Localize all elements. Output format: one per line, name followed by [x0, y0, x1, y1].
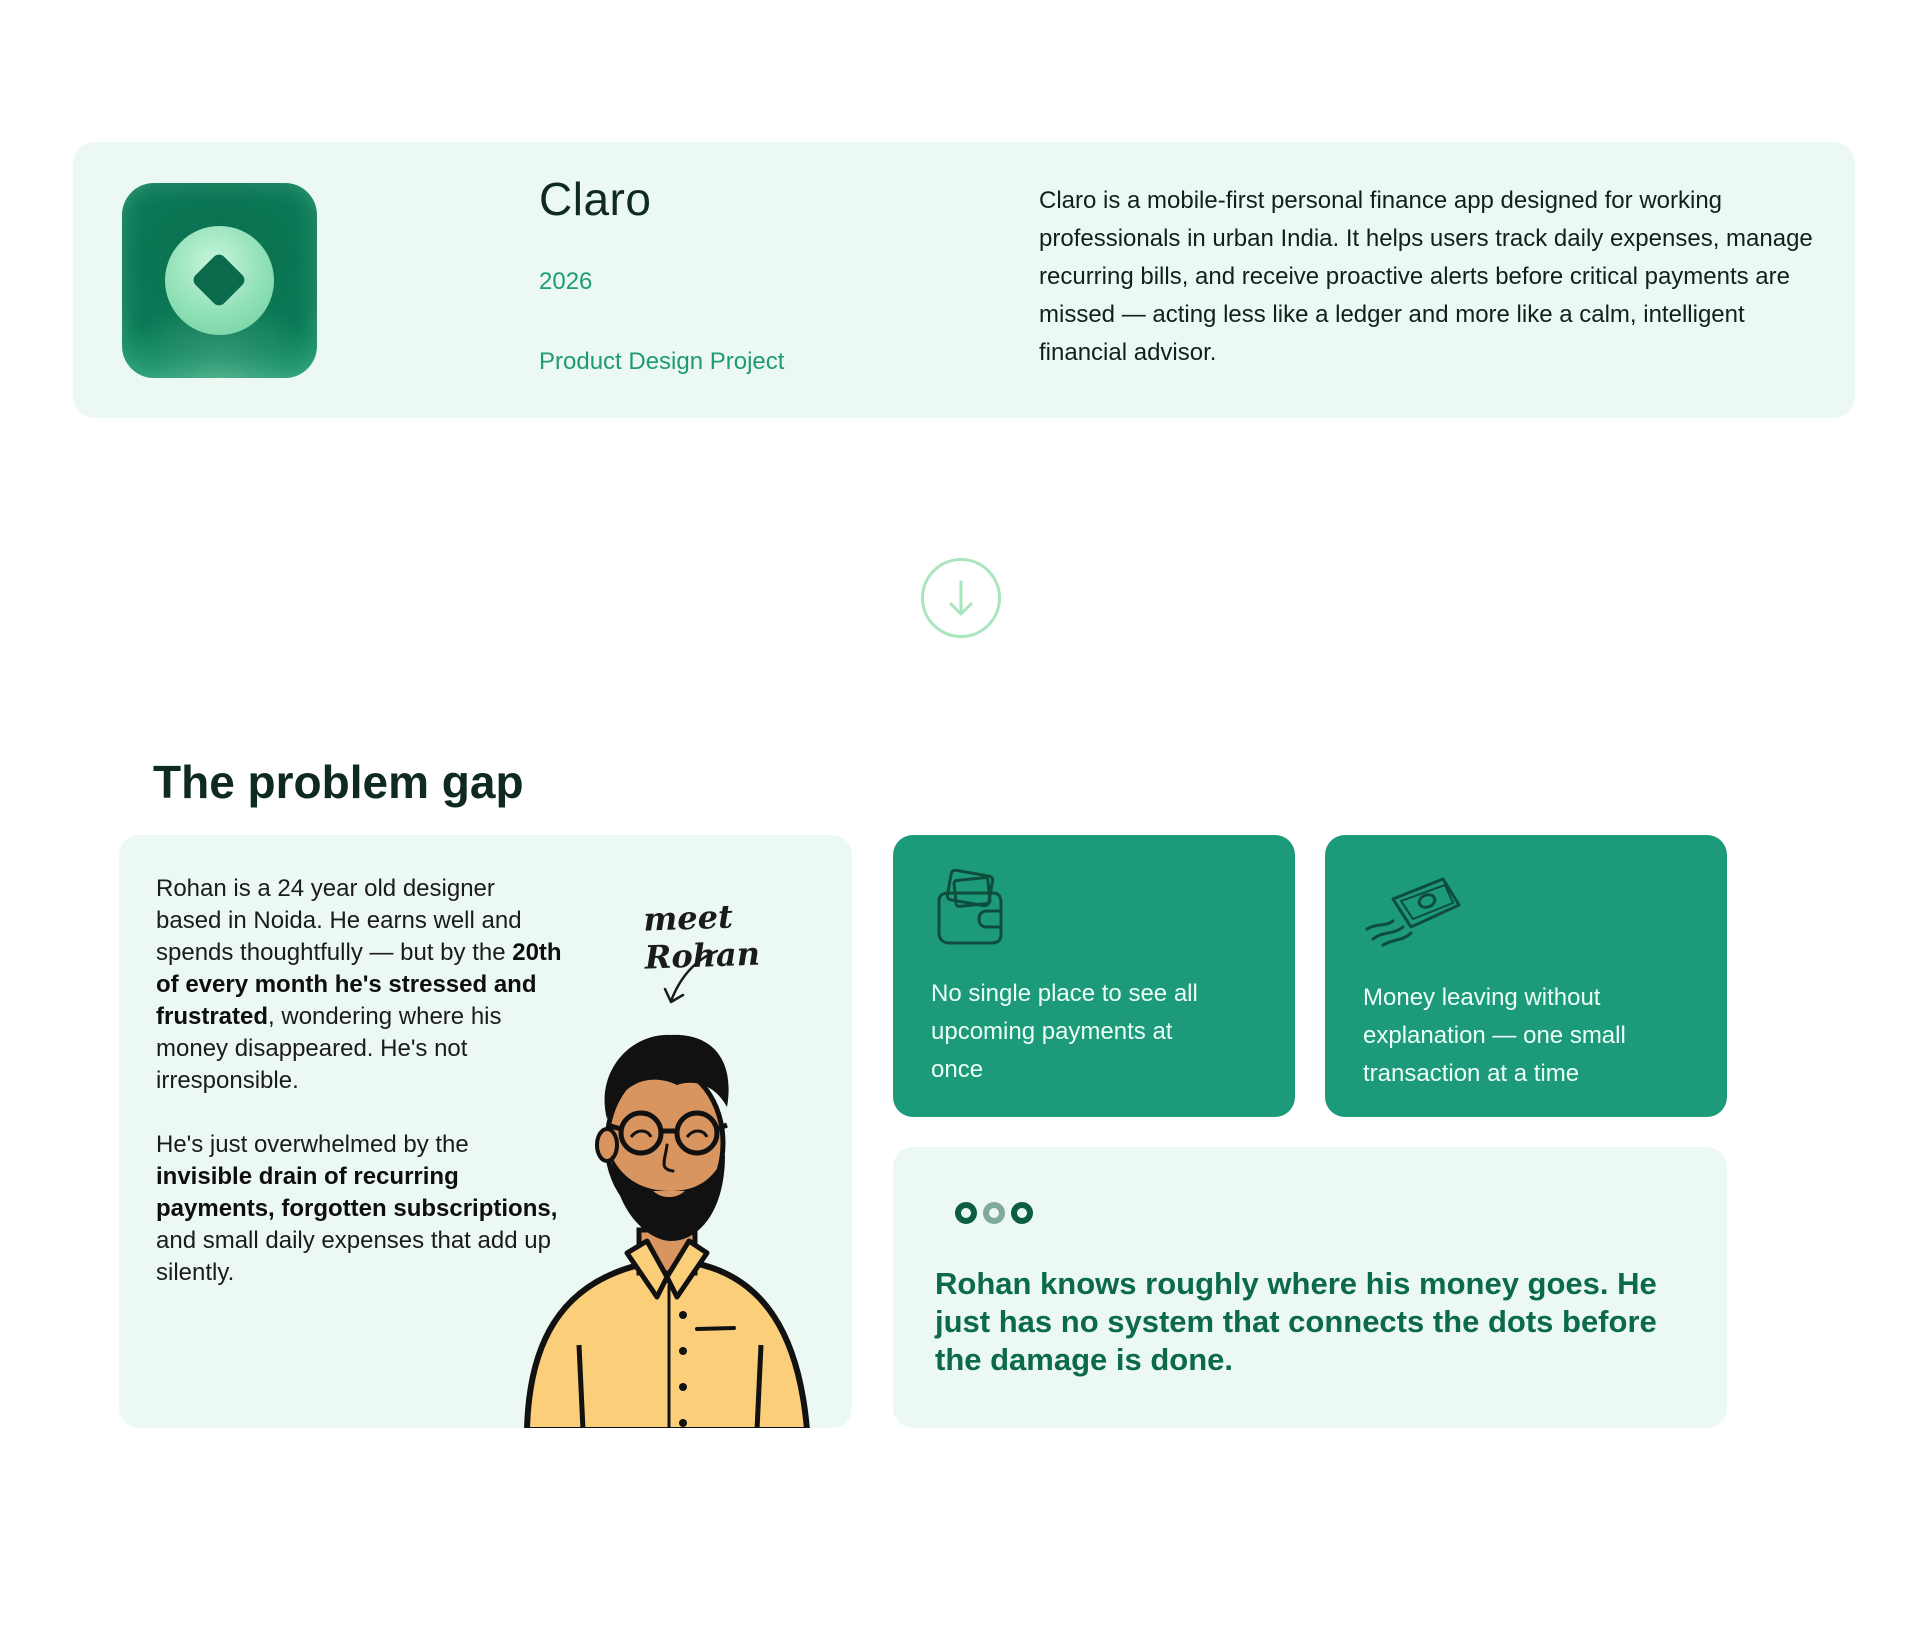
project-type: Product Design Project — [539, 348, 785, 375]
wallet-cash-icon — [931, 869, 1011, 949]
money-flying-icon — [1363, 869, 1463, 949]
pain-point-card-2 — [1325, 835, 1727, 1117]
persona-emphasis: 20th of every month he's stressed and frustrated — [156, 939, 562, 1030]
insight-text: Rohan knows roughly where his money goes. He just has no system that connects the dots before the damage is done. — [935, 1266, 1657, 1377]
persona-emphasis: invisible drain of recurring payments, forgotten subscriptions, — [156, 1163, 558, 1222]
insight-card — [893, 1147, 1727, 1428]
persona-text-span: Rohan is a 24 year old designer based in Noida. He earns well and spends thoughtfully — but by the — [156, 875, 522, 966]
persona-card — [119, 835, 852, 1428]
persona-text-span: and small daily expenses that add up silently. — [156, 1227, 551, 1286]
pain-point-text: Money leaving without explanation — one small transaction at a time — [1363, 984, 1626, 1087]
claro-app-icon — [122, 183, 317, 378]
dots-icon — [955, 1202, 1033, 1224]
arrow-down-icon — [924, 561, 998, 635]
project-year: 2026 — [539, 268, 593, 295]
dot — [1011, 1202, 1033, 1224]
project-description: Claro is a mobile-first personal finance app designed for working professionals in urban India. It helps users track daily expenses, manage recurring bills, and receive proactive alerts before critical payments are missed — acting less like a ledger and more like a calm, intelligent financial advisor. — [1039, 187, 1813, 366]
pain-point-text: No single place to see all upcoming payments at once — [931, 980, 1198, 1083]
project-hero-card — [73, 142, 1855, 418]
handdrawn-arrow-icon — [659, 945, 729, 1015]
dot — [983, 1202, 1005, 1224]
rohan-illustration — [499, 1015, 839, 1428]
persona-text-span: , wondering where his money disappeared. He's not irresponsible. — [156, 1003, 502, 1094]
meet-rohan-label: meet Rohan — [642, 897, 761, 977]
pain-point-card-1 — [893, 835, 1295, 1117]
persona-text-span: He's just overwhelmed by the — [156, 1131, 469, 1158]
section-title: The problem gap — [153, 756, 524, 808]
scroll-down-button[interactable] — [921, 558, 1001, 638]
project-title: Claro — [539, 173, 652, 225]
dot — [955, 1202, 977, 1224]
